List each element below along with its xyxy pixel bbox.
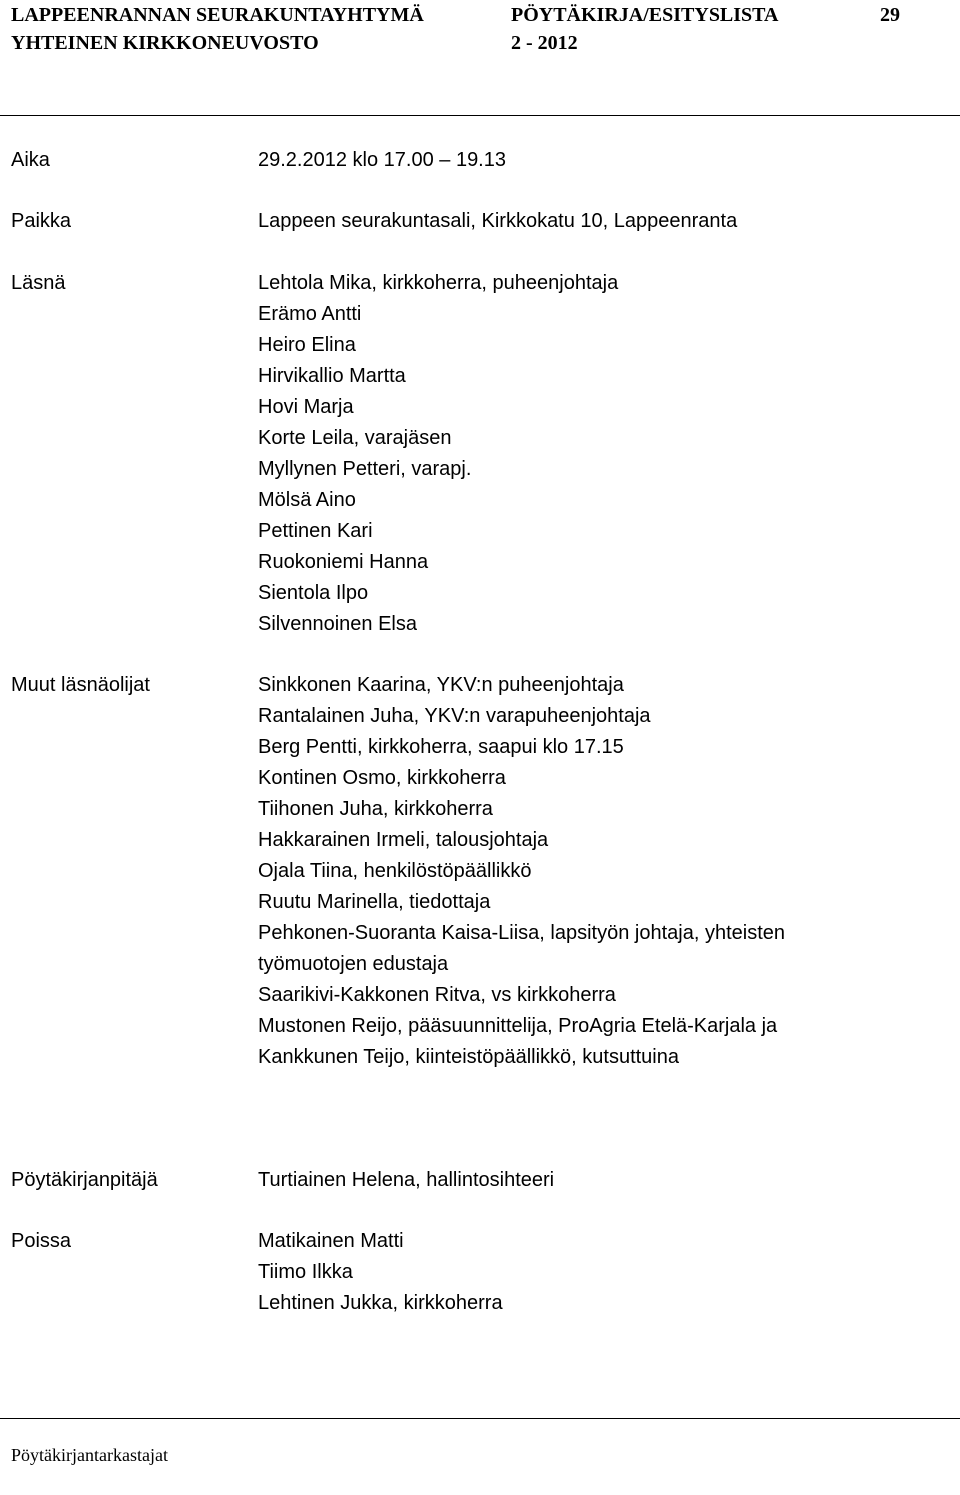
secretary-label: Pöytäkirjanpitäjä <box>11 1169 158 1191</box>
list-item: Ruokoniemi Hanna <box>258 551 429 573</box>
list-item: Saarikivi-Kakkonen Ritva, vs kirkkoherra <box>258 984 616 1006</box>
list-item: Matikainen Matti <box>258 1230 404 1252</box>
present-label: Läsnä <box>11 272 66 294</box>
list-item: Kankkunen Teijo, kiinteistöpäällikkö, kutsuttuina <box>258 1046 679 1068</box>
organization-name: LAPPEENRANNAN SEURAKUNTAYHTYMÄ <box>11 4 424 26</box>
list-item: Rantalainen Juha, YKV:n varapuheenjohtaja <box>258 705 651 727</box>
council-name: YHTEINEN KIRKKONEUVOSTO <box>11 32 319 54</box>
list-item: Kontinen Osmo, kirkkoherra <box>258 767 506 789</box>
list-item: Tiimo Ilkka <box>258 1261 353 1283</box>
list-item: Lehtola Mika, kirkkoherra, puheenjohtaja <box>258 272 619 294</box>
list-item: Hirvikallio Martta <box>258 365 406 387</box>
list-item: Lehtinen Jukka, kirkkoherra <box>258 1292 503 1314</box>
list-item: Berg Pentti, kirkkoherra, saapui klo 17.15 <box>258 736 624 758</box>
list-item: Mustonen Reijo, pääsuunnittelija, ProAgria Etelä-Karjala ja <box>258 1015 778 1037</box>
others-label: Muut läsnäolijat <box>11 674 150 696</box>
list-item: Tiihonen Juha, kirkkoherra <box>258 798 493 820</box>
time-label: Aika <box>11 149 50 171</box>
place-value: Lappeen seurakuntasali, Kirkkokatu 10, Lappeenranta <box>258 210 738 232</box>
list-item: Ojala Tiina, henkilöstöpäällikkö <box>258 860 532 882</box>
absent-list <box>258 1226 503 1319</box>
secretary-value: Turtiainen Helena, hallintosihteeri <box>258 1169 555 1191</box>
list-item: Korte Leila, varajäsen <box>258 427 452 449</box>
header-divider <box>0 115 960 116</box>
list-item: Silvennoinen Elsa <box>258 613 417 635</box>
minutes-checkers-label: Pöytäkirjantarkastajat <box>11 1445 168 1465</box>
absent-label: Poissa <box>11 1230 72 1252</box>
list-item: Myllynen Petteri, varapj. <box>258 458 472 480</box>
page-number: 29 <box>880 4 900 26</box>
list-item: Erämo Antti <box>258 303 362 325</box>
list-item: Hakkarainen Irmeli, talousjohtaja <box>258 829 549 851</box>
list-item: Heiro Elina <box>258 334 356 356</box>
place-label: Paikka <box>11 210 72 232</box>
list-item: Pettinen Kari <box>258 520 373 542</box>
list-item: työmuotojen edustaja <box>258 953 449 975</box>
time-value: 29.2.2012 klo 17.00 – 19.13 <box>258 149 506 171</box>
document-number: 2 - 2012 <box>511 32 578 54</box>
document-type: PÖYTÄKIRJA/ESITYSLISTA <box>511 4 779 26</box>
list-item: Sinkkonen Kaarina, YKV:n puheenjohtaja <box>258 674 624 696</box>
list-item: Pehkonen-Suoranta Kaisa-Liisa, lapsityön johtaja, yhteisten <box>258 922 785 944</box>
signature-divider <box>0 1418 960 1419</box>
present-list <box>258 268 618 640</box>
list-item: Sientola Ilpo <box>258 582 369 604</box>
others-list <box>258 670 785 1073</box>
list-item: Mölsä Aino <box>258 489 356 511</box>
list-item: Hovi Marja <box>258 396 354 418</box>
list-item: Ruutu Marinella, tiedottaja <box>258 891 491 913</box>
